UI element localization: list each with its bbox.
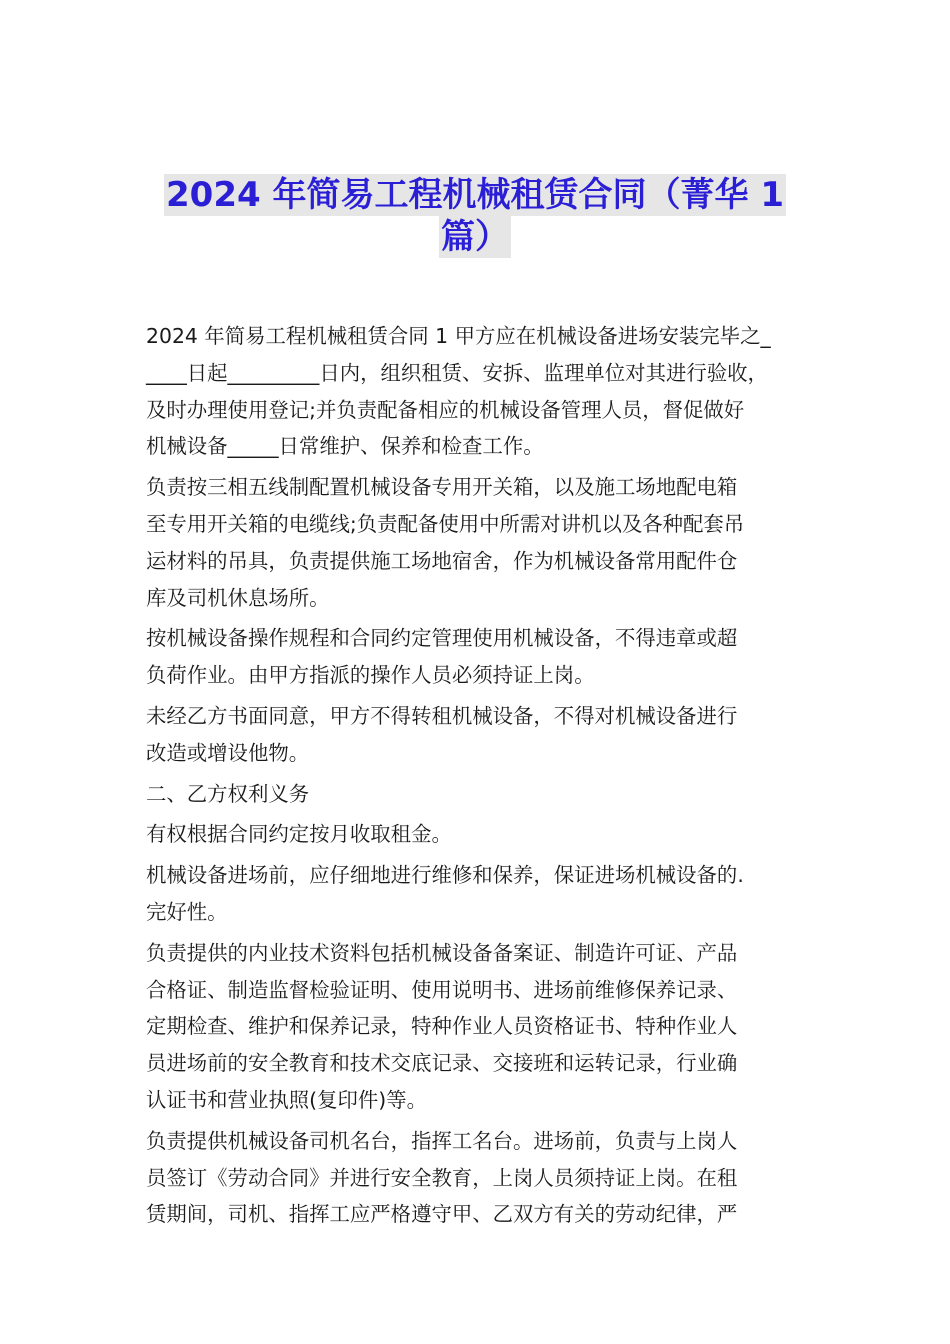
text-line: 负责提供机械设备司机名台，指挥工名台。进场前，负责与上岗人 <box>146 1128 738 1153</box>
text-line: 机械设备_____日常维护、保养和检查工作。 <box>146 434 544 459</box>
text-line: 二、乙方权利义务 <box>146 781 310 806</box>
text-line: 有权根据合同约定按月收取租金。 <box>146 822 452 847</box>
paragraph <box>146 469 814 616</box>
text-line: 未经乙方书面同意，甲方不得转租机械设备，不得对机械设备进行 <box>146 703 738 728</box>
title-line-2: 篇） <box>441 217 509 257</box>
text-line: 及时办理使用登记;并负责配备相应的机械设备管理人员，督促做好 <box>146 397 745 422</box>
paragraph <box>146 318 814 465</box>
text-line: 完好性。 <box>146 899 228 924</box>
text-line: 认证书和营业执照(复印件)等。 <box>146 1087 427 1112</box>
title-line-1: 2024 年简易工程机械租赁合同（菁华 1 <box>166 175 784 215</box>
paragraph <box>146 698 814 772</box>
text-line: 至专用开关箱的电缆线;负责配备使用中所需对讲机以及各种配套吊 <box>146 511 745 536</box>
paragraph <box>146 620 814 694</box>
text-line: 负荷作业。由甲方指派的操作人员必须持证上岗。 <box>146 663 595 688</box>
text-line: 负责按三相五线制配置机械设备专用开关箱，以及施工场地配电箱 <box>146 475 738 500</box>
text-line: 定期检查、维护和保养记录，特种作业人员资格证书、特种作业人 <box>146 1014 738 1039</box>
text-line: 按机械设备操作规程和合同约定管理使用机械设备，不得违章或超 <box>146 626 738 651</box>
text-line: 2024 年简易工程机械租赁合同 1 甲方应在机械设备进场安装完毕之_ <box>146 324 771 348</box>
paragraph <box>146 816 814 853</box>
paragraph <box>146 935 814 1119</box>
text-line: 库及司机休息场所。 <box>146 585 330 610</box>
text-line: 运材料的吊具，负责提供施工场地宿舍，作为机械设备常用配件仓 <box>146 548 738 573</box>
paragraph <box>146 857 814 931</box>
text-line: 赁期间，司机、指挥工应严格遵守甲、乙双方有关的劳动纪律，严 <box>146 1202 738 1227</box>
document-body <box>146 318 814 1237</box>
text-line: 负责提供的内业技术资料包括机械设备备案证、制造许可证、产品 <box>146 940 738 965</box>
text-line: 员进场前的安全教育和技术交底记录、交接班和运转记录，行业确 <box>146 1051 738 1076</box>
text-line: 合格证、制造监督检验证明、使用说明书、进场前维修保养记录、 <box>146 977 738 1002</box>
section-heading <box>146 776 814 813</box>
text-line: 员签订《劳动合同》并进行安全教育，上岗人员须持证上岗。在租 <box>146 1165 738 1190</box>
text-line: 改造或增设他物。 <box>146 740 310 765</box>
text-line: 机械设备进场前，应仔细地进行维修和保养，保证进场机械设备的. <box>146 863 744 888</box>
text-line: ____日起_________日内，组织租赁、安拆、监理单位对其进行验收， <box>146 360 768 385</box>
paragraph <box>146 1123 814 1233</box>
document-title <box>100 174 850 258</box>
